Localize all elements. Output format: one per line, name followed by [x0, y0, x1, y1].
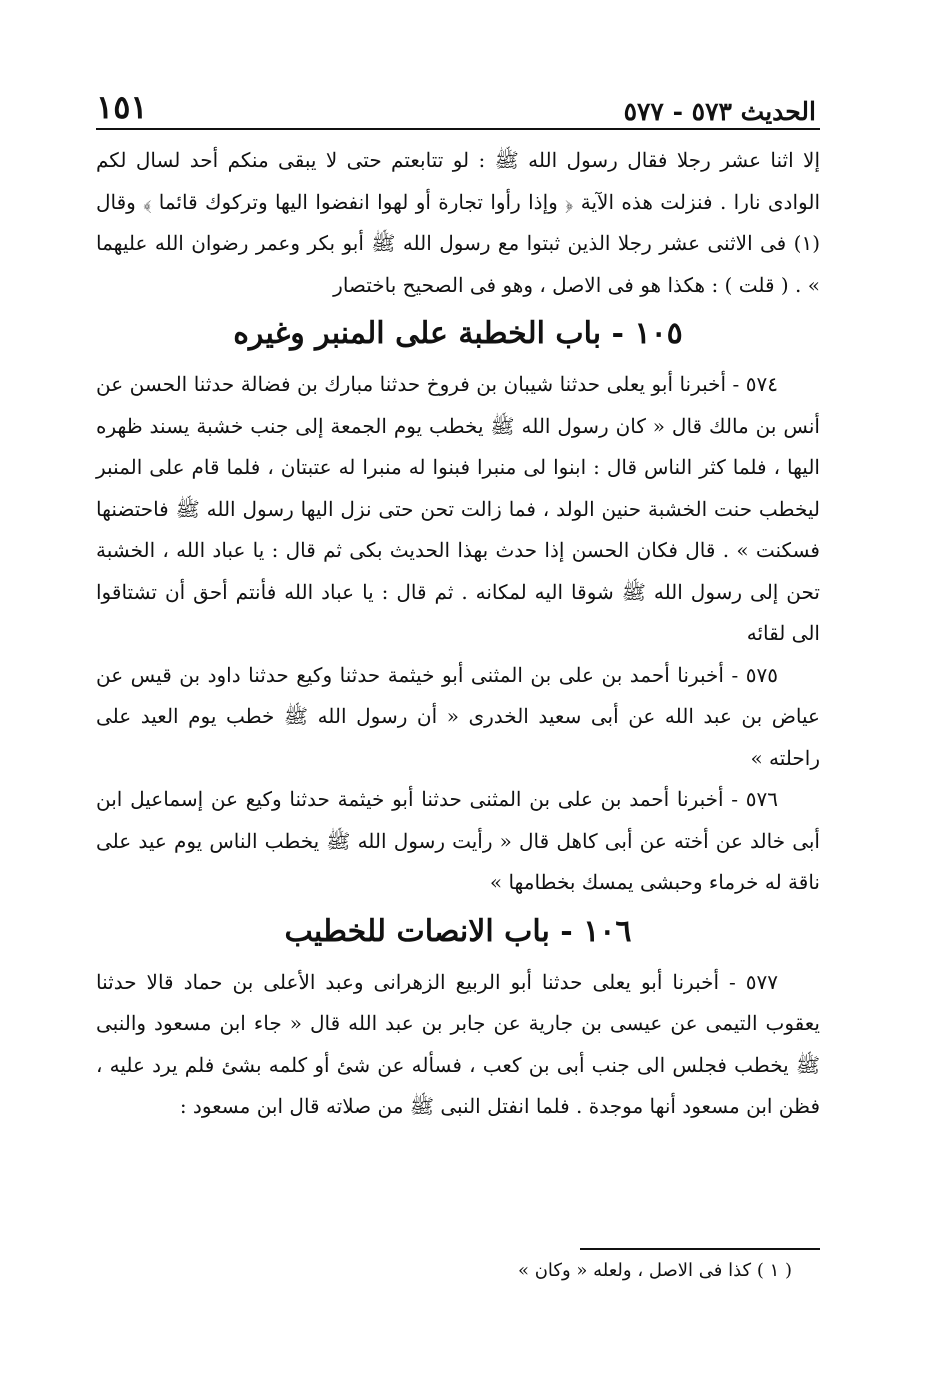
- chapter-heading-106: ١٠٦ - باب الانصات للخطيب: [284, 913, 632, 949]
- page-header: [96, 82, 816, 126]
- page-number: ١٥١: [96, 88, 148, 126]
- footnote-rule: [580, 1248, 820, 1250]
- hadith-575: ٥٧٥ - أخبرنا أحمد بن على بن المثنى أبو خيثمة حدثنا وكيع حدثنا داود بن قيس عن عياض بن عبد الله عن أبى سعيد الخدرى « أن رسول الله ﷺ خطب يوم العيد على راحلته »: [96, 662, 820, 770]
- hadith-576: ٥٧٦ - أخبرنا أحمد بن على بن المثنى حدثنا أبو خيثمة حدثنا وكيع عن إسماعيل ابن أبى خالد عن أخته عن أبى كاهل قال « رأيت رسول الله ﷺ يخطب الناس يوم عيد على ناقة له خرماء وحبشى يمسك بخطامها »: [96, 787, 820, 894]
- chapter-heading-105: ١٠٥ - باب الخطبة على المنبر وغيره: [233, 316, 683, 351]
- hadith-574: ٥٧٤ - أخبرنا أبو يعلى حدثنا شيبان بن فروخ حدثنا مبارك بن فضالة حدثنا الحسن عن أنس بن مالك قال « كان رسول الله ﷺ يخطب يوم الجمعة إلى جنب خشبة يسند ظهره اليها ، فلما كثر الناس قال : ابنوا لى منبرا فبنوا له منبرا له عتبتان ، فلما قام على المنبر ليخطب حنت الخشبة حنين الولد ، فما زالت تحن حتى نزل اليها رسول الله ﷺ فاحتضنها فسكنت » . قال فكان الحسن إذا حدث بهذا الحديث بكى ثم قال : يا عباد الله ، الخشبة تحن إلى رسول الله ﷺ شوقا اليه لمكانه . ثم قال : يا عباد الله فأنتم أحق أن تشتاقوا الى لقائه: [96, 372, 820, 645]
- header-rule: [96, 128, 820, 130]
- page-body: [96, 140, 820, 1128]
- footnote: ( ١ ) كذا فى الاصل ، ولعله « وكان »: [517, 1260, 792, 1281]
- hadith-577: ٥٧٧ - أخبرنا أبو يعلى حدثنا أبو الربيع الزهرانى وعبد الأعلى بن حماد قالا حدثنا يعقوب التيمى عن عيسى بن جارية عن جابر بن عبد الله قال « جاء ابن مسعود والنبى ﷺ يخطب فجلس الى جنب أبى بن كعب ، فسأله عن شئ أو كلمه بشئ فلم يرد عليه ، فظن ابن مسعود أنها موجدة . فلما انفتل النبى ﷺ من صلاته قال ابن مسعود :: [96, 969, 820, 1118]
- paragraph-continuation: إلا اثنا عشر رجلا فقال رسول الله ﷺ : لو تتابعتم حتى لا يبقى منكم أحد لسال لكم الوادى نارا . فنزلت هذه الآية ﴿ وإذا رأوا تجارة أو لهوا انفضوا اليها وتركوك قائما ﴾ وقال (١) فى الاثنى عشر رجلا الذين ثبتوا مع رسول الله ﷺ أبو بكر وعمر رضوان الله عليهما » . ( قلت ) : هكذا هو فى الاصل ، وهو فى الصحيح باختصار: [96, 148, 820, 297]
- running-head: الحديث ٥٧٣ - ٥٧٧: [623, 97, 816, 126]
